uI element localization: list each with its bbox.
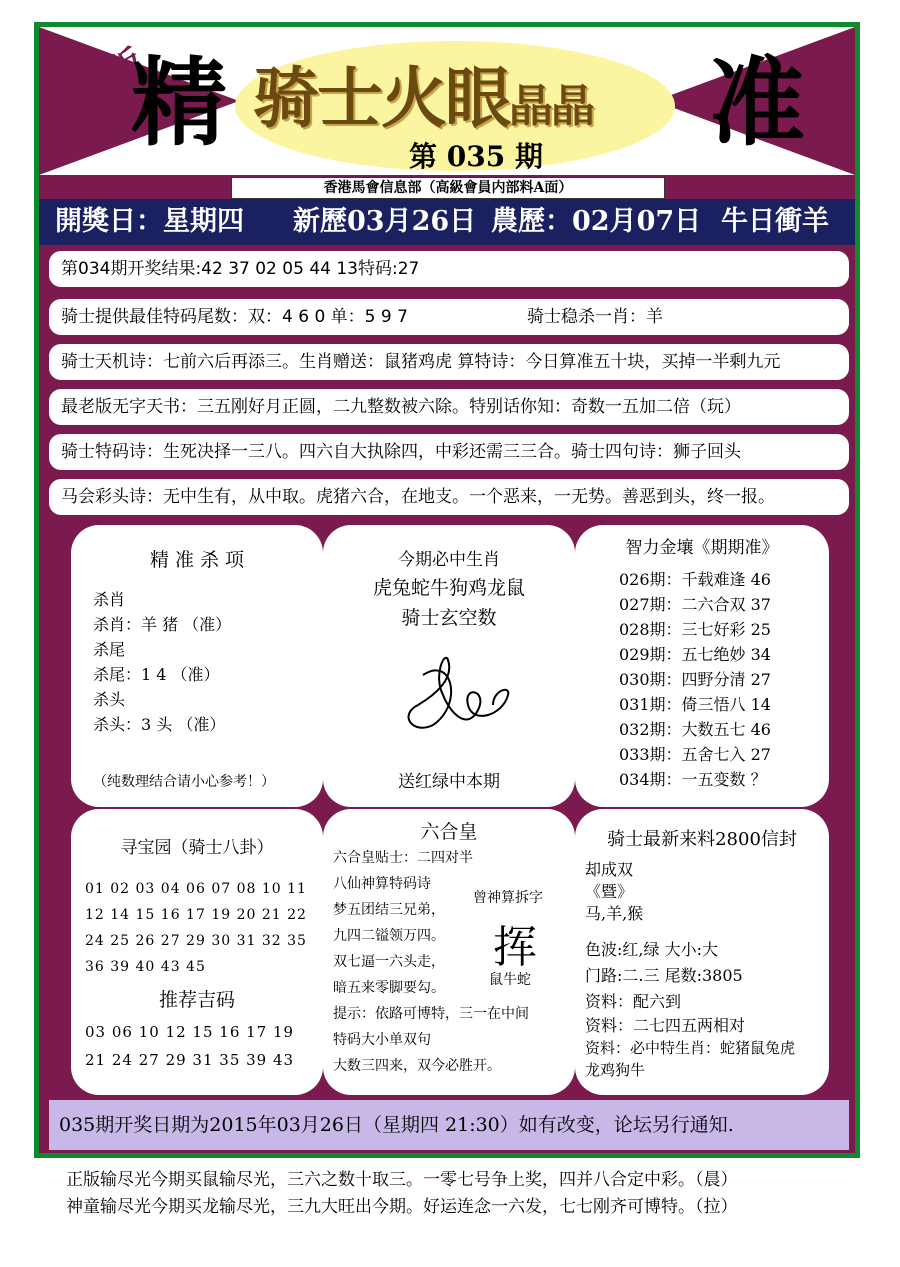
liuhe-line: 八仙神算特码诗 xyxy=(333,876,431,892)
panel-title: 精 准 杀 项 xyxy=(149,549,245,571)
footer-line: 正版输尽光今期买鼠输尽光，三六之数十取三。一零七号争上奖，四并八合定中彩。（晨） xyxy=(66,1170,738,1190)
title-char-right: 准 xyxy=(709,46,805,159)
kill-line: 杀肖 xyxy=(93,590,126,609)
zodiac-caption: 骑士玄空数 xyxy=(401,607,497,629)
history-item: 028期：三七好彩 25 xyxy=(619,620,771,639)
poster-body xyxy=(39,27,855,1153)
issue-number: 第 035 期 xyxy=(409,140,543,173)
panel-title: 寻宝园（骑士八卦） xyxy=(120,838,274,858)
row-text: 骑士提供最佳特码尾数：双：4 6 0 单：5 9 7 xyxy=(61,307,408,327)
tail-row xyxy=(49,299,849,335)
poster-frame xyxy=(34,22,860,1158)
liuhe-line: 暗五来零脚要勾。 xyxy=(333,980,445,996)
liuhe-line: 双七逼一六头走， xyxy=(333,954,445,970)
number-grid-row: 01 02 03 04 06 07 08 10 11 xyxy=(85,881,307,897)
gregorian-date: 新歷03月26日 xyxy=(293,206,477,237)
row-text: 骑士天机诗：七前六后再添三。生肖赠送：鼠猪鸡虎 算特诗：今日算准五十块，买掉一半剩九元 xyxy=(61,352,781,372)
result-row xyxy=(49,251,849,287)
panel-title: 骑士最新来料2800信封 xyxy=(607,829,797,850)
row-text: 骑士特码诗：生死决择一三八。四六自大执除四，中彩还需三三合。骑士四句诗：狮子回头 xyxy=(61,442,741,462)
book-row xyxy=(49,389,849,425)
draw-notice: 035期开奖日期为2015年03月26日（星期四 21:30）如有改变，论坛另行通知. xyxy=(49,1100,849,1150)
lunar-date: 農歷：02月07日 xyxy=(491,206,702,237)
liuhe-line: 梦五团结三兄弟， xyxy=(333,902,445,918)
recommend-row: 21 24 27 29 31 35 39 43 xyxy=(85,1051,295,1069)
brand-title xyxy=(253,59,593,137)
split-animals: 鼠牛蛇 xyxy=(489,972,531,988)
panel-history xyxy=(575,525,829,807)
zodiac-animals: 虎兔蛇牛狗鸡龙鼠 xyxy=(372,577,525,599)
recommend-row: 03 06 10 12 15 16 17 19 xyxy=(85,1023,295,1041)
panel-liuhe xyxy=(323,809,575,1095)
header xyxy=(39,27,855,175)
latest-line: 资料：必中特生肖：蛇猪鼠兔虎 xyxy=(585,1039,796,1057)
draw-day: 開獎日：星期四 xyxy=(55,206,244,237)
liuhe-line: 提示：依路可博特，三一在中间 xyxy=(333,1006,529,1022)
number-grid-row: 36 39 40 43 45 xyxy=(85,959,206,975)
brand-main: 骑士火眼 xyxy=(253,59,509,137)
authority-badge: 权威版 xyxy=(45,40,150,123)
latest-line: 却成双 xyxy=(585,860,634,879)
history-item: 032期：大数五七 46 xyxy=(619,720,771,739)
liuhe-line: 六合皇贴士：二四对半 xyxy=(333,850,473,866)
signature-scribble xyxy=(393,645,513,745)
latest-line: 门路:二.三 尾数:3805 xyxy=(585,966,743,985)
row-text: 最老版无字天书：三五刚好月正圆，二九整数被六除。特别话你知：奇数一五加二倍（玩） xyxy=(61,397,741,417)
history-item: 027期：二六合双 37 xyxy=(619,595,771,614)
history-item: 031期：倚三悟八 14 xyxy=(619,695,771,714)
number-grid-row: 24 25 26 27 29 30 31 32 35 xyxy=(85,933,307,949)
history-item: 030期：四野分清 27 xyxy=(619,670,771,689)
kill-line: 杀尾 xyxy=(93,640,126,659)
panel-treasure xyxy=(71,809,323,1095)
poem-row xyxy=(49,344,849,380)
split-title: 曾神算拆字 xyxy=(473,890,543,906)
history-item: 033期：五舍七入 27 xyxy=(619,745,771,764)
history-item: 029期：五七绝妙 34 xyxy=(619,645,771,664)
kill-note: （纯数理结合请小心参考！） xyxy=(93,774,275,790)
kill-line: 杀头 xyxy=(93,690,126,709)
zodiac-footer: 送红绿中本期 xyxy=(398,772,500,792)
panel-title: 智力金壤《期期准》 xyxy=(625,538,779,558)
row-text: 第034期开奖结果:42 37 02 05 44 13特码:27 xyxy=(61,259,420,279)
kill-line: 杀尾：1 4 （准） xyxy=(93,665,220,684)
day-clash: 牛日衝羊 xyxy=(721,206,829,237)
kill-line: 杀肖：羊 猪 （准） xyxy=(93,615,232,634)
recommend-title: 推荐吉码 xyxy=(158,989,235,1011)
row-extra: 骑士稳杀一肖：羊 xyxy=(527,307,663,327)
panel-title: 今期必中生肖 xyxy=(398,550,500,570)
panel-zodiac xyxy=(323,525,575,807)
liuhe-line: 特码大小单双句 xyxy=(333,1032,431,1048)
liuhe-line: 九四二镒领万四。 xyxy=(333,928,445,944)
panel-title: 六合皇 xyxy=(420,821,478,843)
history-item: 026期：千载难逢 46 xyxy=(619,570,771,589)
row-text: 马会彩头诗：无中生有，从中取。虎猪六合，在地支。一个恶来，一无势。善恶到头，终一报。 xyxy=(61,487,775,507)
panel-kill-items xyxy=(71,525,323,807)
latest-line: 色波:红,绿 大小:大 xyxy=(585,940,718,959)
date-bar xyxy=(39,199,855,245)
latest-line: 《暨》 xyxy=(585,882,634,901)
brand-suffix: 晶晶 xyxy=(509,81,593,132)
latest-line: 资料：二七四五两相对 xyxy=(585,1016,746,1035)
subtitle-bar: 香港馬會信息部（高級會員内部料A面） xyxy=(231,177,665,199)
latest-line: 龙鸡狗牛 xyxy=(585,1061,646,1079)
title-char-left: 精 xyxy=(131,46,227,159)
number-grid-row: 12 14 15 16 17 19 20 21 22 xyxy=(85,907,307,923)
latest-line: 马,羊,猴 xyxy=(585,904,644,923)
panel-latest xyxy=(575,809,829,1095)
jockey-poem-row xyxy=(49,479,849,515)
latest-line: 资料：配六到 xyxy=(585,992,682,1011)
liuhe-line: 大数三四来，双今必胜开。 xyxy=(333,1058,501,1074)
footer-line: 神童输尽光今期买龙输尽光，三九大旺出今期。好运连念一六发，七七刚齐可博特。（拉） xyxy=(66,1197,738,1217)
history-item: 034期：一五变数 ？ xyxy=(619,770,767,789)
split-char: 挥 xyxy=(493,922,537,973)
special-poem-row xyxy=(49,434,849,470)
kill-line: 杀头：3 头 （准） xyxy=(93,715,226,734)
